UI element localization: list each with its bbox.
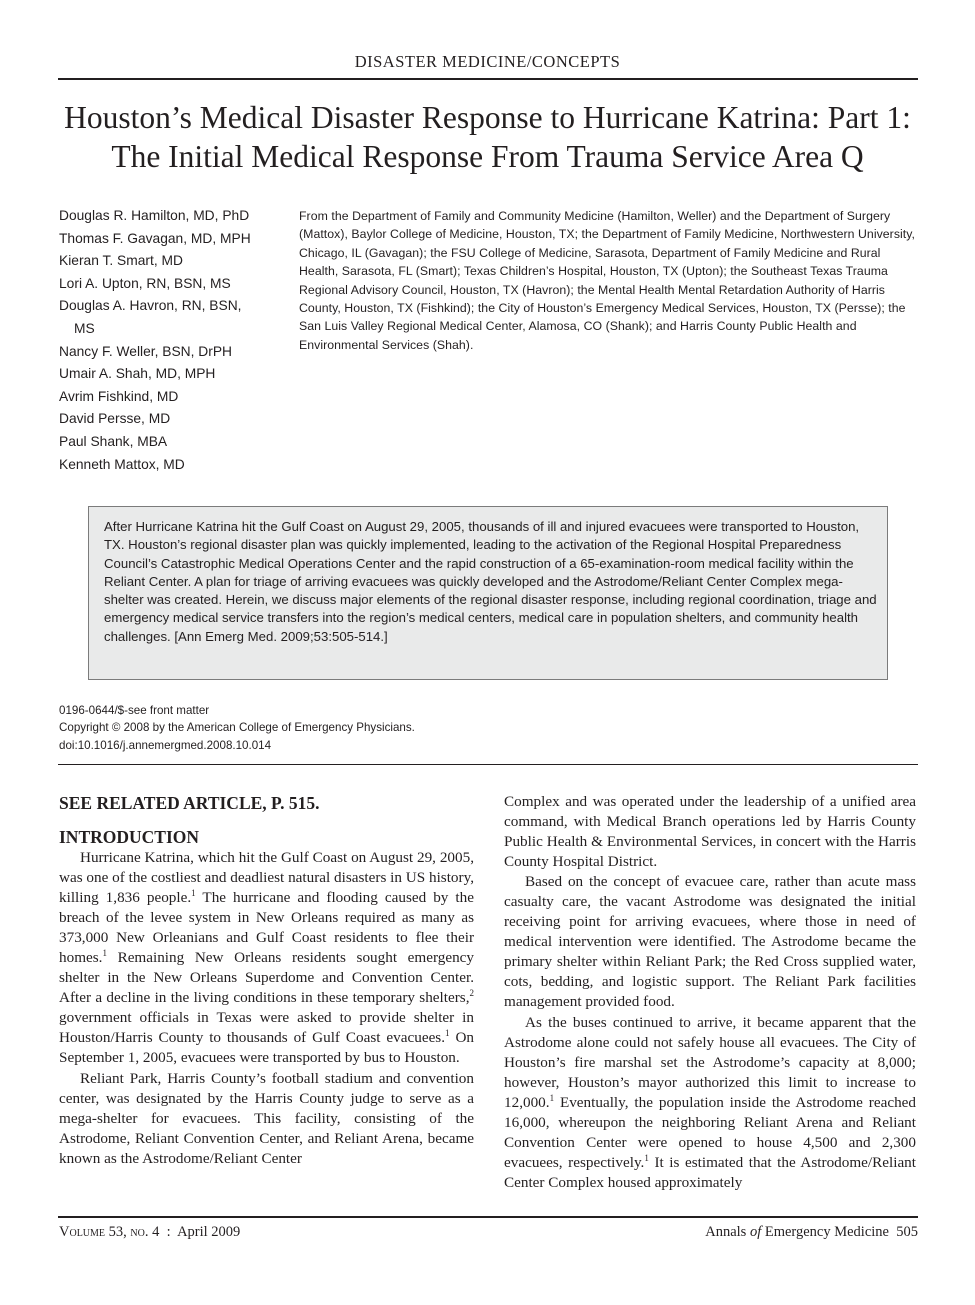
footer-rule [58, 1216, 918, 1218]
journal-name: Annals [705, 1224, 747, 1240]
author-continuation: MS [74, 320, 95, 336]
citation[interactable]: 1 [445, 1028, 450, 1039]
footer-issue [59, 1224, 240, 1241]
citation[interactable]: 2 [469, 988, 474, 999]
page-number: 505 [896, 1224, 918, 1240]
issue-date: April 2009 [177, 1224, 241, 1240]
author: David Persse, MD [59, 411, 171, 427]
abstract-text: After Hurricane Katrina hit the Gulf Coast on August 29, 2005, thousands of ill and injured evacuees were transported to Houston, TX. Houston’s regional disaster plan was quickly implemented, leading to the activation of the Regional Hospital Preparedness Council’s Catastrophic Medical Operations Center and the rapid construction of a 65-examination-room medical facility within the Reliant Center. A plan for triage of arriving evacuees was quickly developed and the Astrodome/Reliant Center Complex mega-shelter was created. Herein, we discuss major elements of the regional disaster response, including regional coordination, triage and emergency medical service transfers into the region’s medical centers, medical care in population shelters, and community health challenges. [Ann Emerg Med. 2009;53:505-514.] [104, 519, 877, 644]
author: Kenneth Mattox, MD [59, 456, 185, 472]
copyright-line: Copyright © 2008 by the American College of Emergency Physicians. [59, 721, 415, 735]
author: Lori A. Upton, RN, BSN, MS [59, 275, 231, 291]
footer-journal: Annals of Emergency Medicine 505 [705, 1224, 918, 1240]
issn-line: 0196-0644/$-see front matter [59, 704, 210, 717]
doi-link[interactable]: doi:10.1016/j.annemergmed.2008.10.014 [59, 738, 272, 752]
paragraph: Hurricane Katrina, which hit the Gulf Coast on August 29, 2005, was one of the costliest and deadliest natural disasters in US history, killing 1,836 people.$^1$ The hurricane and flooding caused by the breach of the levee system in New Orleans required as many as 373,000 New Orleanians and Gulf Coast residents to flee their homes.$^1$ Remaining New Orleans residents sought emergency shelter in the New Orleans Superdome and Convention Center. After a decline in the living conditions in these temporary shelters,$^2$ government officials in Texas were asked to provide shelter in Houston/Harris County to thousands of Gulf Coast evacuees.$^1$ On September 1, 2005, evacuees were transported by bus to Houston. [59, 849, 475, 1067]
citation[interactable]: 1 [644, 1152, 649, 1163]
author: Douglas A. Havron, RN, BSN, [59, 298, 242, 314]
paragraph: As the buses continued to arrive, it became apparent that the Astrodome alone could not safely house all evacuees. The City of Houston’s fire marshal set the Astrodome’s capacity at 8,000; however, Houston’s mayor authorized this limit to increase to 12,000.$^1$ Eventually, the population inside the Astrodome reached 16,000, whereupon the neighboring Reliant Arena and Reliant Convention Center were opened to house 4,500 and 2,300 evacuees, respectively.$^1$ It is estimated that the Astrodome/Reliant Center Complex housed approximately [504, 1013, 916, 1191]
author: Avrim Fishkind, MD [59, 388, 179, 404]
author: Paul Shank, MBA [59, 433, 168, 449]
citation[interactable]: 1 [191, 888, 196, 899]
author: Umair A. Shah, MD, MPH [59, 366, 216, 382]
author: Thomas F. Gavagan, MD, MPH [59, 230, 251, 246]
author-list [59, 205, 287, 476]
section-rule [58, 764, 918, 765]
section-header: DISASTER MEDICINE/CONCEPTS [354, 52, 621, 71]
front-matter [59, 702, 559, 754]
paragraph-continuation: Complex and was operated under the leadership of a unified area command, with Medical Branch operations led by Harris County Public Health & Environmental Services, in concert with the Harris County Hospital District. [504, 793, 916, 871]
affiliations: From the Department of Family and Community Medicine (Hamilton, Weller) and the Department of Surgery (Mattox), Baylor College of Medicine, Houston, TX; the Department of Family Medicine, Northwestern University, Chicago, IL (Gavagan); the FSU College of Medicine, Sarasota, Department of Family Medicine and Rural Health, Sarasota, FL (Smart); Texas Children’s Hospital, Houston, TX (Upton); the Southeast Texas Trauma Regional Advisory Council, Houston, TX (Havron); the Mental Health Mental Retardation Authority of Harris County, Houston, TX (Fishkind); the City of Houston’s Emergency Medical Services, Houston, TX (Persse); the San Luis Valley Regional Medical Center, Alamosa, CO (Shank); and Harris County Public Health and Environmental Services (Shah). [299, 209, 916, 352]
body-column-left [59, 792, 474, 1169]
citation[interactable]: 1 [102, 948, 107, 959]
related-article-link[interactable]: SEE RELATED ARTICLE, P. 515. [59, 793, 320, 813]
body-column-right [504, 792, 916, 1193]
separator: : [166, 1224, 171, 1240]
header-rule [58, 78, 918, 80]
paragraph: Reliant Park, Harris County’s football stadium and convention center, was designated by the Harris County judge to serve as a mega-shelter for evacuees. This facility, consisting of the Astrodome, Reliant Convention Center, and Reliant Arena, became known as the Astrodome/Reliant Center [59, 1069, 474, 1167]
article-title: Houston’s Medical Disaster Response to Hurricane Katrina: Part 1: The Initial Medical Response From Trauma Service Area Q [64, 100, 911, 174]
author: Douglas R. Hamilton, MD, PhD [59, 208, 250, 223]
paragraph: Based on the concept of evacuee care, rather than acute mass casualty care, the vacant Astrodome was designated the initial receiving point for arriving evacuees, where those in need of medical intervention were identified. The Astrodome became the primary shelter within Reliant Park; the Red Cross supplied water, cots, bedding, and logistic support. The Reliant Park facilities management provided food. [504, 873, 916, 1011]
volume-number: Volume 53, no. 4 [59, 1224, 160, 1240]
author: Kieran T. Smart, MD [59, 253, 183, 269]
introduction-heading: INTRODUCTION [59, 827, 200, 847]
author: Nancy F. Weller, BSN, DrPH [59, 343, 233, 359]
citation[interactable]: 1 [549, 1092, 555, 1103]
